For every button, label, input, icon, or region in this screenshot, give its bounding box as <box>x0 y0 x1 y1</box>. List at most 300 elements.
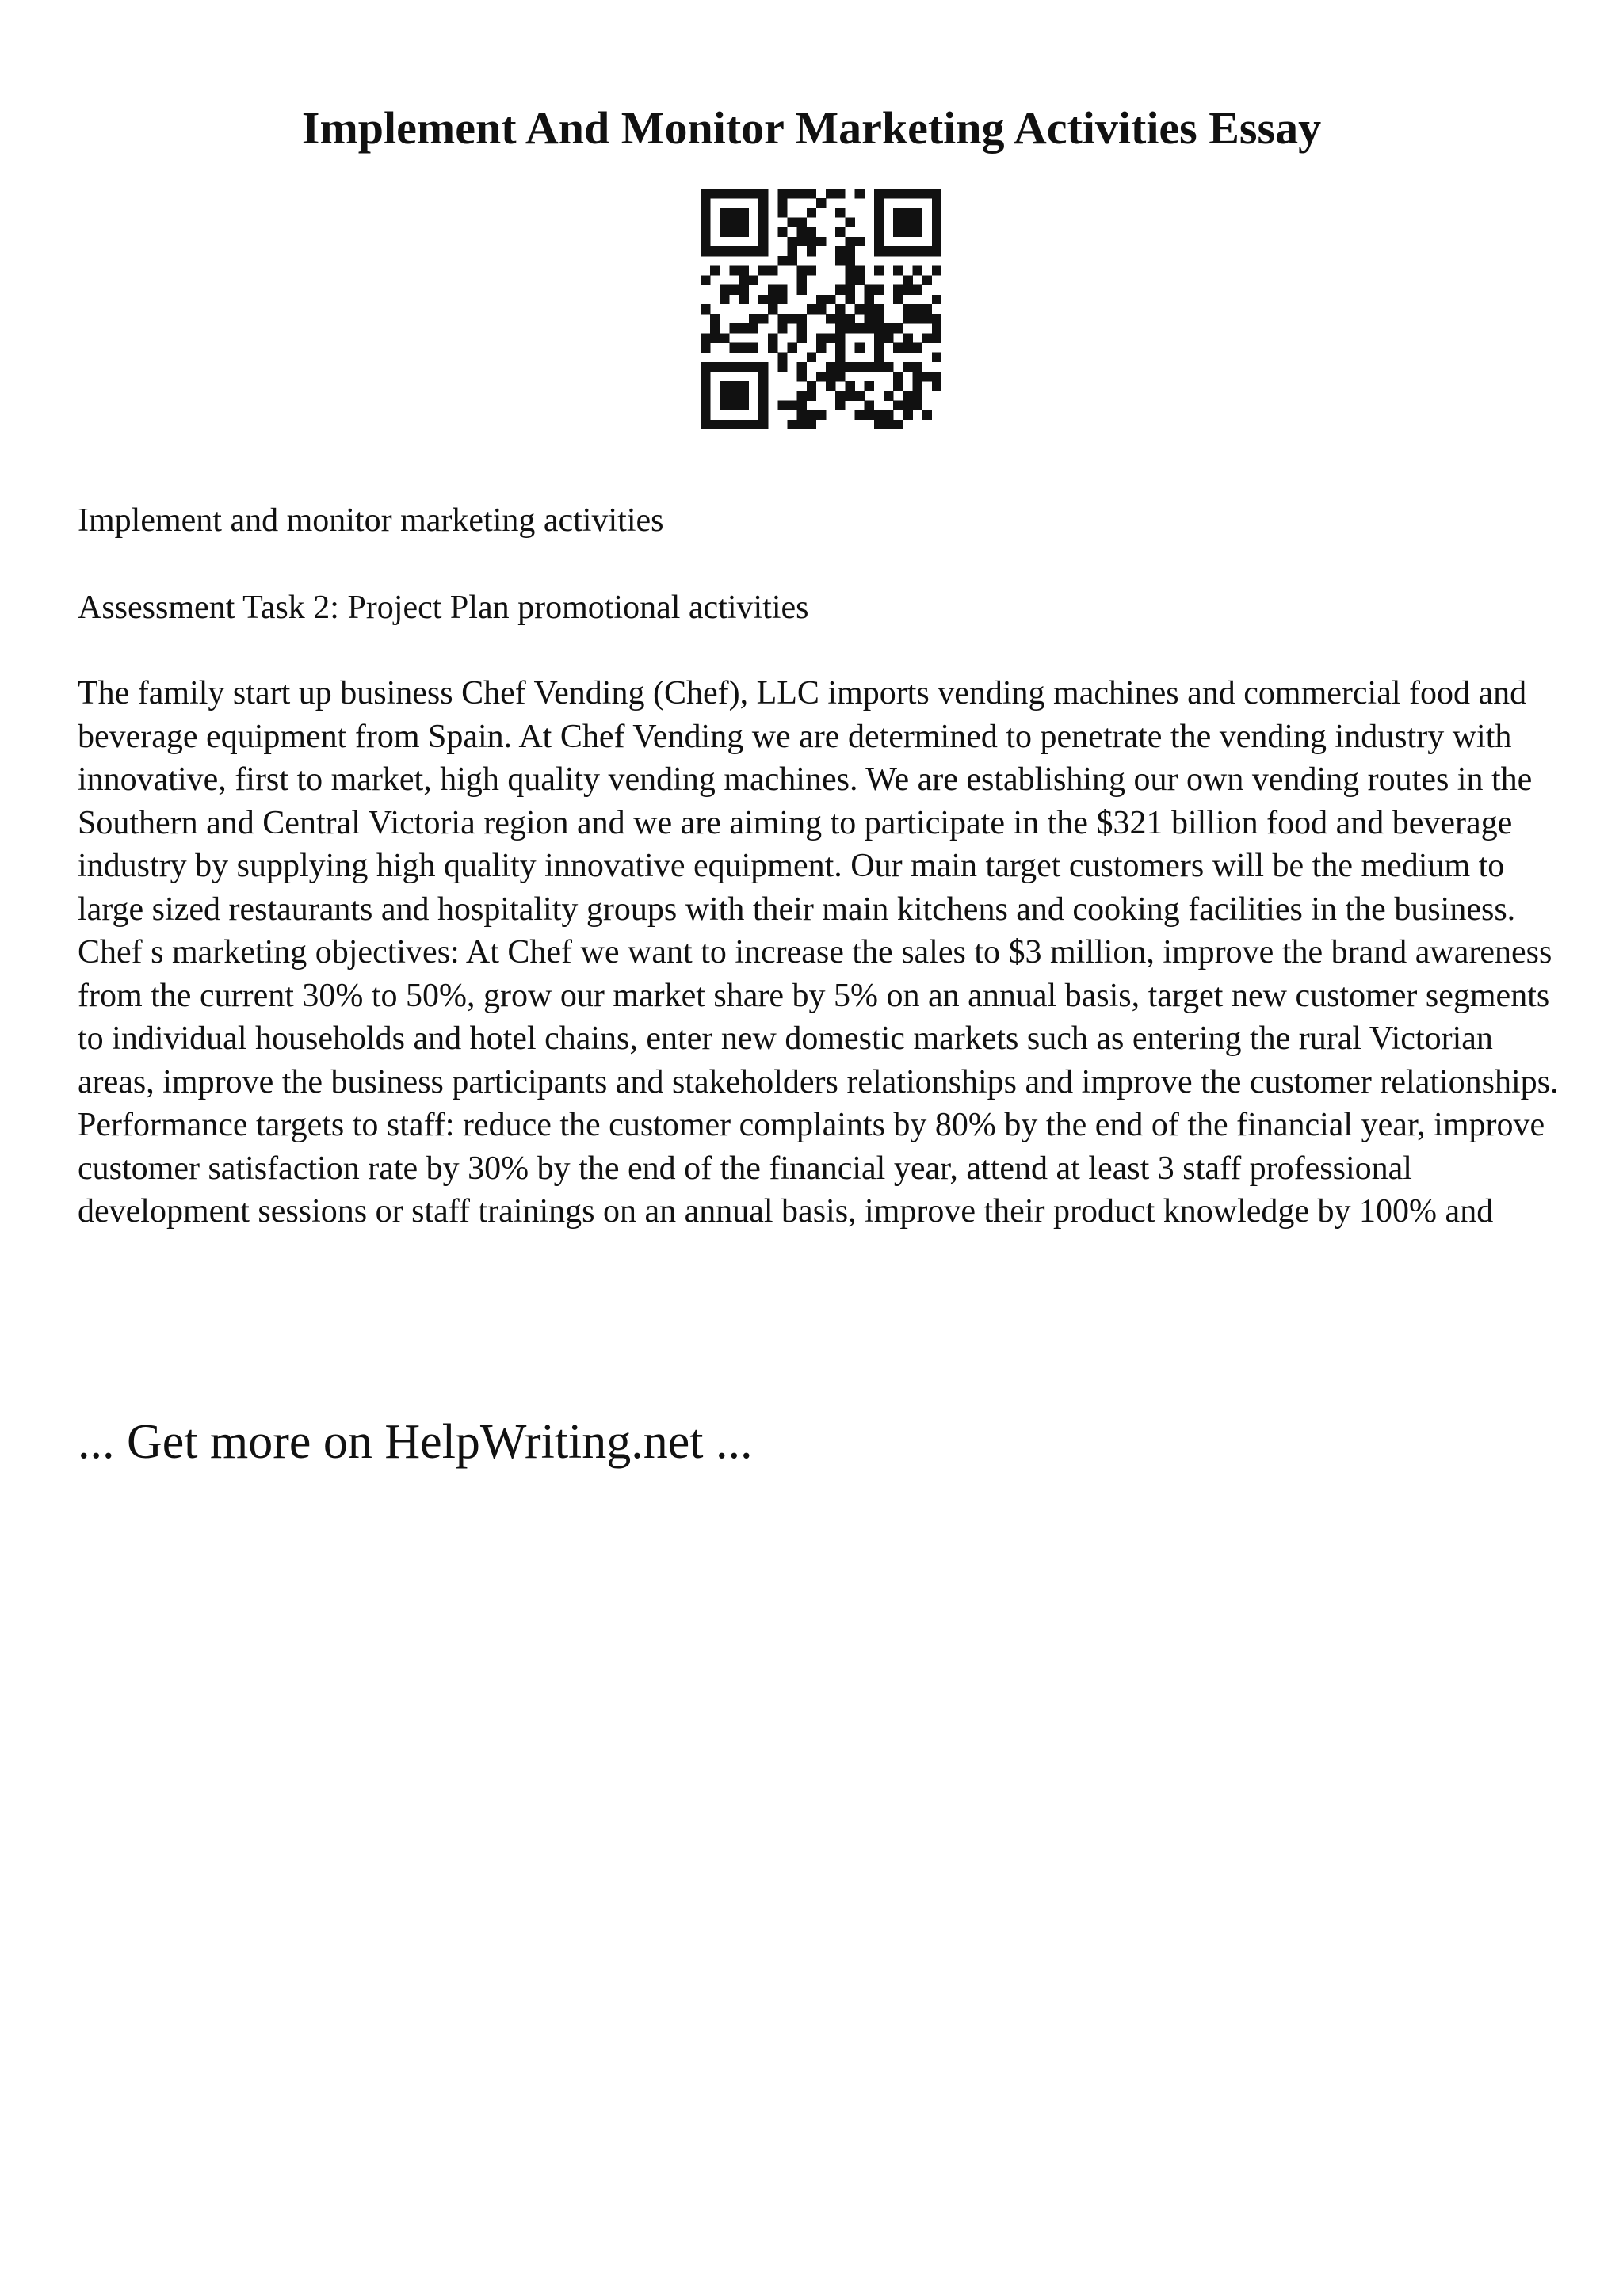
qr-module <box>855 265 865 275</box>
qr-module <box>777 295 787 304</box>
qr-module <box>768 265 777 275</box>
qr-module <box>932 323 941 333</box>
qr-module <box>893 246 903 256</box>
qr-module <box>739 362 749 372</box>
qr-module <box>701 208 710 217</box>
qr-module <box>835 246 845 256</box>
qr-module <box>787 256 796 265</box>
qr-module <box>787 314 796 323</box>
qr-module <box>816 304 826 314</box>
qr-module <box>797 265 807 275</box>
qr-module <box>720 362 729 372</box>
qr-module <box>777 353 787 362</box>
qr-module <box>797 372 807 381</box>
qr-module <box>835 343 845 353</box>
qr-module <box>816 198 826 208</box>
qr-module <box>777 314 787 323</box>
paragraph-performance-targets: Performance targets to staff: reduce the customer complaints by 80% by the end of the financial year, improve customer satisfaction rate by 30% by the end of the financial year, attend at least 3 staff professional development sessions or staff trainings on an annual basis, improve their product knowledge by 100% and <box>78 1107 1545 1230</box>
qr-module <box>777 208 787 217</box>
qr-module <box>893 323 903 333</box>
qr-module <box>739 246 749 256</box>
qr-module <box>913 362 922 372</box>
qr-module <box>903 227 912 237</box>
essay-body <box>78 672 1568 1234</box>
qr-module <box>874 410 884 420</box>
qr-module <box>797 401 807 410</box>
qr-module <box>758 420 768 429</box>
qr-module <box>816 410 826 420</box>
qr-module <box>855 391 865 400</box>
qr-module <box>835 314 845 323</box>
qr-module <box>739 227 749 237</box>
qr-module <box>893 295 903 304</box>
qr-module <box>913 208 922 217</box>
qr-module <box>932 265 941 275</box>
qr-module <box>777 227 787 237</box>
qr-module <box>816 295 826 304</box>
qr-module <box>729 285 739 295</box>
qr-module <box>932 314 941 323</box>
qr-module <box>835 333 845 342</box>
qr-module <box>816 372 826 381</box>
qr-module <box>807 381 816 391</box>
qr-module <box>874 237 884 246</box>
qr-module <box>710 323 720 333</box>
qr-module <box>710 314 720 323</box>
qr-module <box>758 401 768 410</box>
qr-module <box>701 343 710 353</box>
qr-module <box>932 227 941 237</box>
qr-module <box>758 410 768 420</box>
qr-module <box>932 333 941 342</box>
qr-module <box>701 333 710 342</box>
qr-module <box>893 343 903 353</box>
qr-module <box>710 265 720 275</box>
qr-module <box>777 285 787 295</box>
qr-module <box>749 420 758 429</box>
qr-module <box>797 227 807 237</box>
qr-module <box>903 275 912 284</box>
qr-module <box>720 295 729 304</box>
qr-module <box>739 265 749 275</box>
qr-module <box>893 265 903 275</box>
qr-module <box>845 217 854 227</box>
qr-module <box>758 208 768 217</box>
qr-module <box>835 372 845 381</box>
qr-module <box>835 256 845 265</box>
qr-module <box>913 265 922 275</box>
qr-module <box>845 265 854 275</box>
qr-module <box>874 285 884 295</box>
qr-module <box>845 295 854 304</box>
qr-module <box>739 391 749 400</box>
qr-module <box>835 323 845 333</box>
qr-module <box>932 237 941 246</box>
qr-module <box>758 198 768 208</box>
qr-module <box>816 237 826 246</box>
qr-module <box>855 275 865 284</box>
qr-module <box>874 189 884 198</box>
qr-module <box>787 401 796 410</box>
qr-module <box>884 189 893 198</box>
qr-module <box>710 333 720 342</box>
qr-module <box>865 401 874 410</box>
qr-module <box>701 237 710 246</box>
qr-module <box>903 333 912 342</box>
qr-module <box>739 343 749 353</box>
qr-module <box>855 304 865 314</box>
qr-module <box>893 381 903 391</box>
qr-module <box>749 189 758 198</box>
qr-module <box>826 362 835 372</box>
qr-module <box>701 217 710 227</box>
qr-module <box>865 410 874 420</box>
qr-module <box>932 381 941 391</box>
get-more-link[interactable]: ... Get more on HelpWriting.net ... <box>78 1415 753 1469</box>
qr-module <box>787 217 796 227</box>
qr-module <box>758 362 768 372</box>
qr-module <box>729 343 739 353</box>
qr-module <box>777 323 787 333</box>
qr-module <box>932 198 941 208</box>
qr-module <box>855 237 865 246</box>
qr-module <box>932 353 941 362</box>
qr-module <box>710 189 720 198</box>
qr-module <box>903 208 912 217</box>
qr-module <box>913 285 922 295</box>
qr-module <box>816 333 826 342</box>
qr-module <box>758 372 768 381</box>
qr-module <box>758 189 768 198</box>
qr-module <box>913 401 922 410</box>
paragraph-marketing-objectives: Chef s marketing objectives: At Chef we want to increase the sales to $3 million, improve the brand awareness from the current 30% to 50%, grow our market share by 5% on an annual basis, target new customer segments to individual households and hotel chains, enter new domestic markets such as entering the rural Victorian areas, improve the business participants and stakeholders relationships and improve the customer relationships. <box>78 934 1559 1100</box>
assessment-task-heading: Assessment Task 2: Project Plan promotional activities <box>78 589 809 626</box>
qr-module <box>893 208 903 217</box>
qr-module <box>701 420 710 429</box>
qr-module <box>903 343 912 353</box>
qr-module <box>874 198 884 208</box>
qr-module <box>874 217 884 227</box>
qr-module <box>922 314 932 323</box>
qr-module <box>884 246 893 256</box>
qr-module <box>874 246 884 256</box>
qr-module <box>739 323 749 333</box>
qr-module <box>701 198 710 208</box>
qr-module <box>797 189 807 198</box>
qr-module <box>874 227 884 237</box>
qr-module <box>903 217 912 227</box>
qr-module <box>903 246 912 256</box>
qr-module <box>758 217 768 227</box>
qr-module <box>932 372 941 381</box>
qr-module <box>807 304 816 314</box>
qr-module <box>701 391 710 400</box>
qr-module <box>816 343 826 353</box>
qr-module <box>701 227 710 237</box>
qr-module <box>768 285 777 295</box>
qr-module <box>797 285 807 295</box>
document-subtitle: Implement and monitor marketing activities <box>78 502 664 539</box>
qr-module <box>739 295 749 304</box>
qr-module <box>768 295 777 304</box>
qr-module <box>835 227 845 237</box>
qr-module <box>922 372 932 381</box>
qr-module <box>932 217 941 227</box>
qr-module <box>845 381 854 391</box>
qr-module <box>739 189 749 198</box>
qr-module <box>710 246 720 256</box>
qr-module <box>807 227 816 237</box>
qr-module <box>893 372 903 381</box>
qr-module <box>797 333 807 342</box>
qr-module <box>893 285 903 295</box>
qr-module <box>835 362 845 372</box>
qr-module <box>865 323 874 333</box>
qr-module <box>729 420 739 429</box>
qr-module <box>855 362 865 372</box>
qr-module <box>777 256 787 265</box>
qr-module <box>835 391 845 400</box>
qr-module <box>787 343 796 353</box>
qr-module <box>922 410 932 420</box>
qr-module <box>845 256 854 265</box>
qr-module <box>777 198 787 208</box>
qr-module <box>758 314 768 323</box>
qr-module <box>701 410 710 420</box>
document-title: Implement And Monitor Marketing Activities Essay <box>301 102 1322 154</box>
qr-module <box>807 208 816 217</box>
qr-module <box>932 246 941 256</box>
qr-module <box>845 314 854 323</box>
qr-module <box>797 362 807 372</box>
qr-module <box>884 323 893 333</box>
qr-module <box>758 237 768 246</box>
qr-module <box>903 410 912 420</box>
qr-module <box>777 189 787 198</box>
qr-module <box>893 189 903 198</box>
qr-module <box>903 362 912 372</box>
qr-module <box>913 217 922 227</box>
qr-module <box>903 304 912 314</box>
qr-module <box>720 246 729 256</box>
qr-module <box>884 362 893 372</box>
qr-module <box>913 314 922 323</box>
qr-module <box>797 314 807 323</box>
qr-module <box>874 265 884 275</box>
qr-module <box>729 323 739 333</box>
qr-module <box>932 189 941 198</box>
qr-module <box>749 343 758 353</box>
qr-module <box>903 401 912 410</box>
qr-module <box>903 391 912 400</box>
qr-module <box>739 275 749 284</box>
qr-module <box>874 353 884 362</box>
qr-module <box>922 333 932 342</box>
qr-module <box>865 304 874 314</box>
qr-module <box>710 362 720 372</box>
qr-module <box>922 189 932 198</box>
qr-module <box>865 295 874 304</box>
qr-module <box>913 372 922 381</box>
qr-module <box>701 381 710 391</box>
qr-module <box>835 189 845 198</box>
qr-module <box>729 265 739 275</box>
qr-module <box>922 246 932 256</box>
qr-module <box>874 323 884 333</box>
qr-module <box>855 410 865 420</box>
qr-module <box>855 323 865 333</box>
qr-module <box>807 265 816 275</box>
qr-module <box>720 189 729 198</box>
qr-module <box>701 401 710 410</box>
qr-module <box>826 333 835 342</box>
qr-module <box>758 391 768 400</box>
qr-module <box>884 420 893 429</box>
qr-module <box>865 314 874 323</box>
qr-module <box>884 391 893 400</box>
qr-module <box>893 420 903 429</box>
qr-module <box>845 285 854 295</box>
qr-module <box>787 189 796 198</box>
qr-module <box>913 343 922 353</box>
qr-module <box>922 304 932 314</box>
qr-module <box>739 401 749 410</box>
qr-module <box>874 343 884 353</box>
qr-module <box>826 381 835 391</box>
qr-module <box>884 410 893 420</box>
qr-module <box>893 217 903 227</box>
qr-module <box>720 401 729 410</box>
qr-module <box>913 391 922 400</box>
qr-module <box>797 391 807 400</box>
qr-module <box>835 285 845 295</box>
qr-module <box>749 323 758 333</box>
qr-module <box>797 237 807 246</box>
qr-module <box>729 246 739 256</box>
qr-module <box>797 323 807 333</box>
qr-module <box>797 217 807 227</box>
qr-module <box>835 401 845 410</box>
qr-module <box>729 362 739 372</box>
qr-module <box>749 362 758 372</box>
qr-module <box>903 285 912 295</box>
qr-module <box>729 381 739 391</box>
qr-module <box>729 391 739 400</box>
qr-module <box>768 343 777 353</box>
qr-module <box>797 420 807 429</box>
qr-module <box>720 420 729 429</box>
qr-module <box>855 343 865 353</box>
qr-module <box>807 189 816 198</box>
qr-module <box>855 189 865 198</box>
qr-module <box>797 275 807 284</box>
qr-module <box>807 420 816 429</box>
qr-module <box>903 314 912 323</box>
qr-code-icon <box>701 189 941 429</box>
qr-module <box>739 285 749 295</box>
qr-module <box>845 237 854 246</box>
qr-module <box>913 304 922 314</box>
qr-module <box>729 217 739 227</box>
qr-module <box>777 401 787 410</box>
qr-module <box>758 381 768 391</box>
qr-module <box>807 391 816 400</box>
qr-module <box>758 265 768 275</box>
qr-module <box>758 227 768 237</box>
qr-module <box>701 362 710 372</box>
qr-module <box>749 314 758 323</box>
qr-module <box>768 304 777 314</box>
qr-module <box>845 275 854 284</box>
qr-module <box>729 189 739 198</box>
qr-module <box>758 295 768 304</box>
qr-module <box>739 381 749 391</box>
qr-module <box>826 314 835 323</box>
qr-module <box>720 333 729 342</box>
qr-module <box>932 295 941 304</box>
qr-module <box>913 381 922 391</box>
qr-module <box>797 410 807 420</box>
qr-module <box>845 391 854 400</box>
qr-module <box>913 227 922 237</box>
qr-module <box>922 275 932 284</box>
qr-module <box>913 189 922 198</box>
qr-module <box>720 227 729 237</box>
qr-module <box>893 227 903 237</box>
qr-module <box>826 189 835 198</box>
qr-module <box>720 208 729 217</box>
qr-module <box>932 208 941 217</box>
qr-module <box>768 333 777 342</box>
qr-module <box>845 246 854 256</box>
qr-module <box>893 401 903 410</box>
qr-module <box>739 420 749 429</box>
qr-module <box>826 295 835 304</box>
qr-module <box>777 362 787 372</box>
paragraph-intro: The family start up business Chef Vending (Chef), LLC imports vending machines and commercial food and beverage equipment from Spain. At Chef Vending we are determined to penetrate the vending industry with innovative, first to market, high quality vending machines. We are establishing our own vending routes in the Southern and Central Victoria region and we are aiming to participate in the $321 billion food and beverage industry by supplying high quality innovative equipment. Our main target customers will be the medium to large sized restaurants and hospitality groups with their main kitchens and cooking facilities in the business. <box>78 675 1533 928</box>
qr-module <box>720 217 729 227</box>
qr-module <box>739 208 749 217</box>
qr-module <box>835 208 845 217</box>
qr-module <box>835 304 845 314</box>
qr-module <box>701 275 710 284</box>
qr-module <box>835 353 845 362</box>
qr-module <box>710 420 720 429</box>
qr-module <box>701 304 710 314</box>
qr-module <box>701 189 710 198</box>
qr-module <box>701 372 710 381</box>
qr-module <box>787 237 796 246</box>
qr-module <box>874 420 884 429</box>
qr-module <box>720 391 729 400</box>
qr-module <box>874 314 884 323</box>
qr-module <box>720 285 729 295</box>
qr-module <box>913 246 922 256</box>
qr-module <box>874 362 884 372</box>
qr-module <box>874 208 884 217</box>
qr-module <box>865 381 874 391</box>
qr-module <box>729 208 739 217</box>
qr-module <box>787 420 796 429</box>
qr-module <box>807 410 816 420</box>
qr-module <box>826 372 835 381</box>
qr-module <box>787 246 796 256</box>
qr-module <box>874 333 884 342</box>
qr-module <box>749 246 758 256</box>
qr-module <box>720 381 729 391</box>
qr-module <box>739 217 749 227</box>
qr-module <box>758 246 768 256</box>
